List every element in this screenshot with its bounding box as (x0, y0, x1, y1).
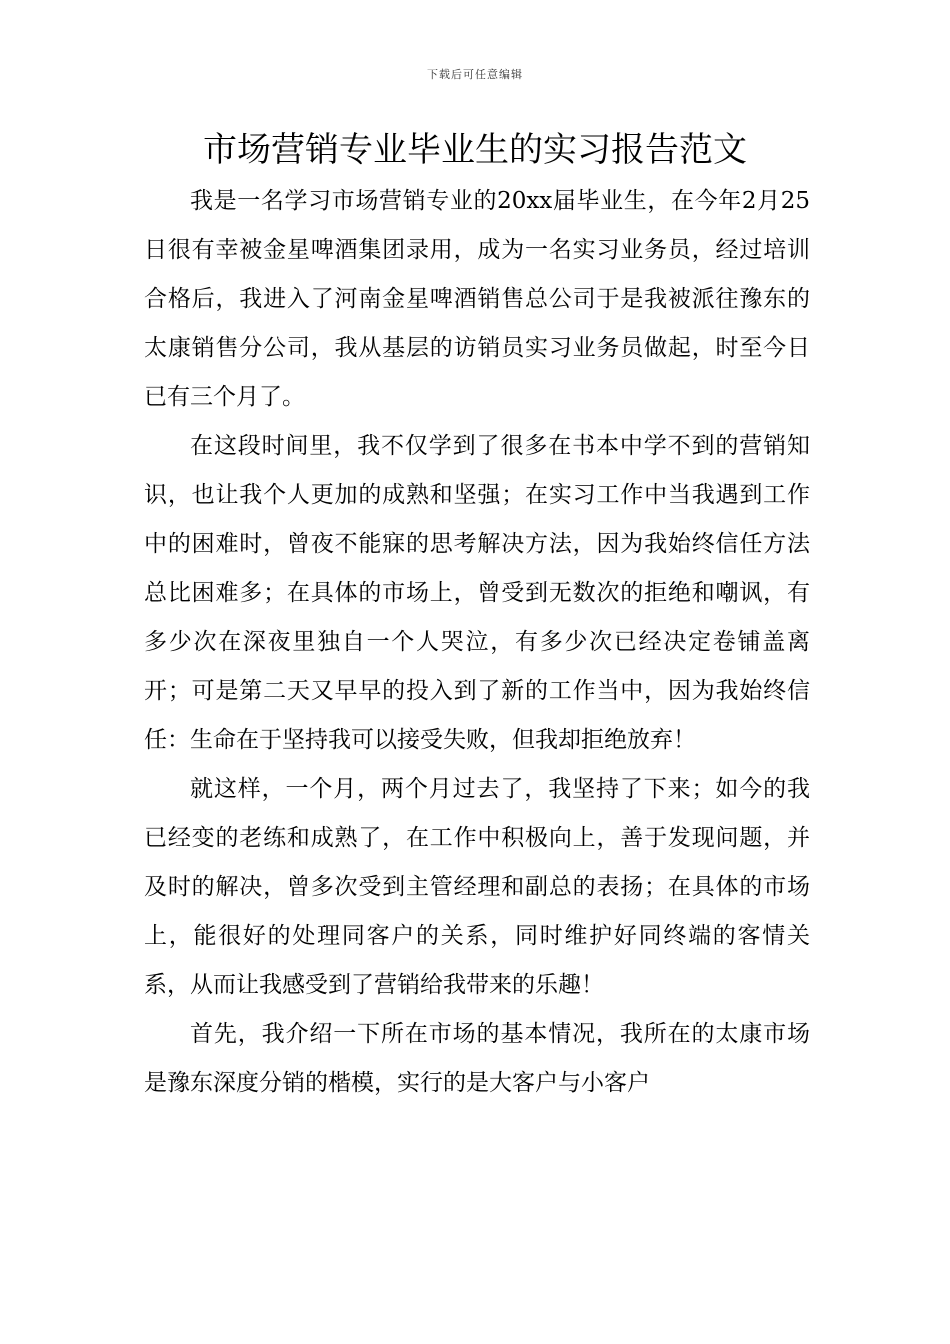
paragraph: 在这段时间里，我不仅学到了很多在书本中学不到的营销知识，也让我个人更加的成熟和坚强；在实习工作中当我遇到工作中的困难时，曾夜不能寐的思考解决方法，因为我始终信任方法总比困难多；在具体的市场上，曾受到无数次的拒绝和嘲讽，有多少次在深夜里独自一个人哭泣，有多少次已经决定卷铺盖离开；可是第二天又早早的投入到了新的工作当中，因为我始终信任：生命在于坚持我可以接受失败，但我却拒绝放弃！ (144, 433, 810, 753)
header-note: 下载后可任意编辑 (427, 68, 523, 81)
paragraph: 我是一名学习市场营销专业的20xx届毕业生，在今年2月25日很有幸被金星啤酒集团录用，成为一名实习业务员，经过培训合格后，我进入了河南金星啤酒销售总公司于是我被派往豫东的太康销售分公司，我从基层的访销员实习业务员做起，时至今日已有三个月了。 (144, 188, 810, 410)
paragraph: 首先，我介绍一下所在市场的基本情况，我所在的太康市场是豫东深度分销的楷模，实行的是大客户与小客户 (144, 1021, 810, 1096)
paragraph: 就这样，一个月，两个月过去了，我坚持了下来；如今的我已经变的老练和成熟了，在工作中积极向上，善于发现问题，并及时的解决，曾多次受到主管经理和副总的表扬；在具体的市场上，能很好的处理同客户的关系，同时维护好同终端的客情关系，从而让我感受到了营销给我带来的乐趣！ (144, 776, 810, 998)
document-title: 市场营销专业毕业生的实习报告范文 (203, 130, 747, 170)
document-body (144, 177, 810, 1108)
